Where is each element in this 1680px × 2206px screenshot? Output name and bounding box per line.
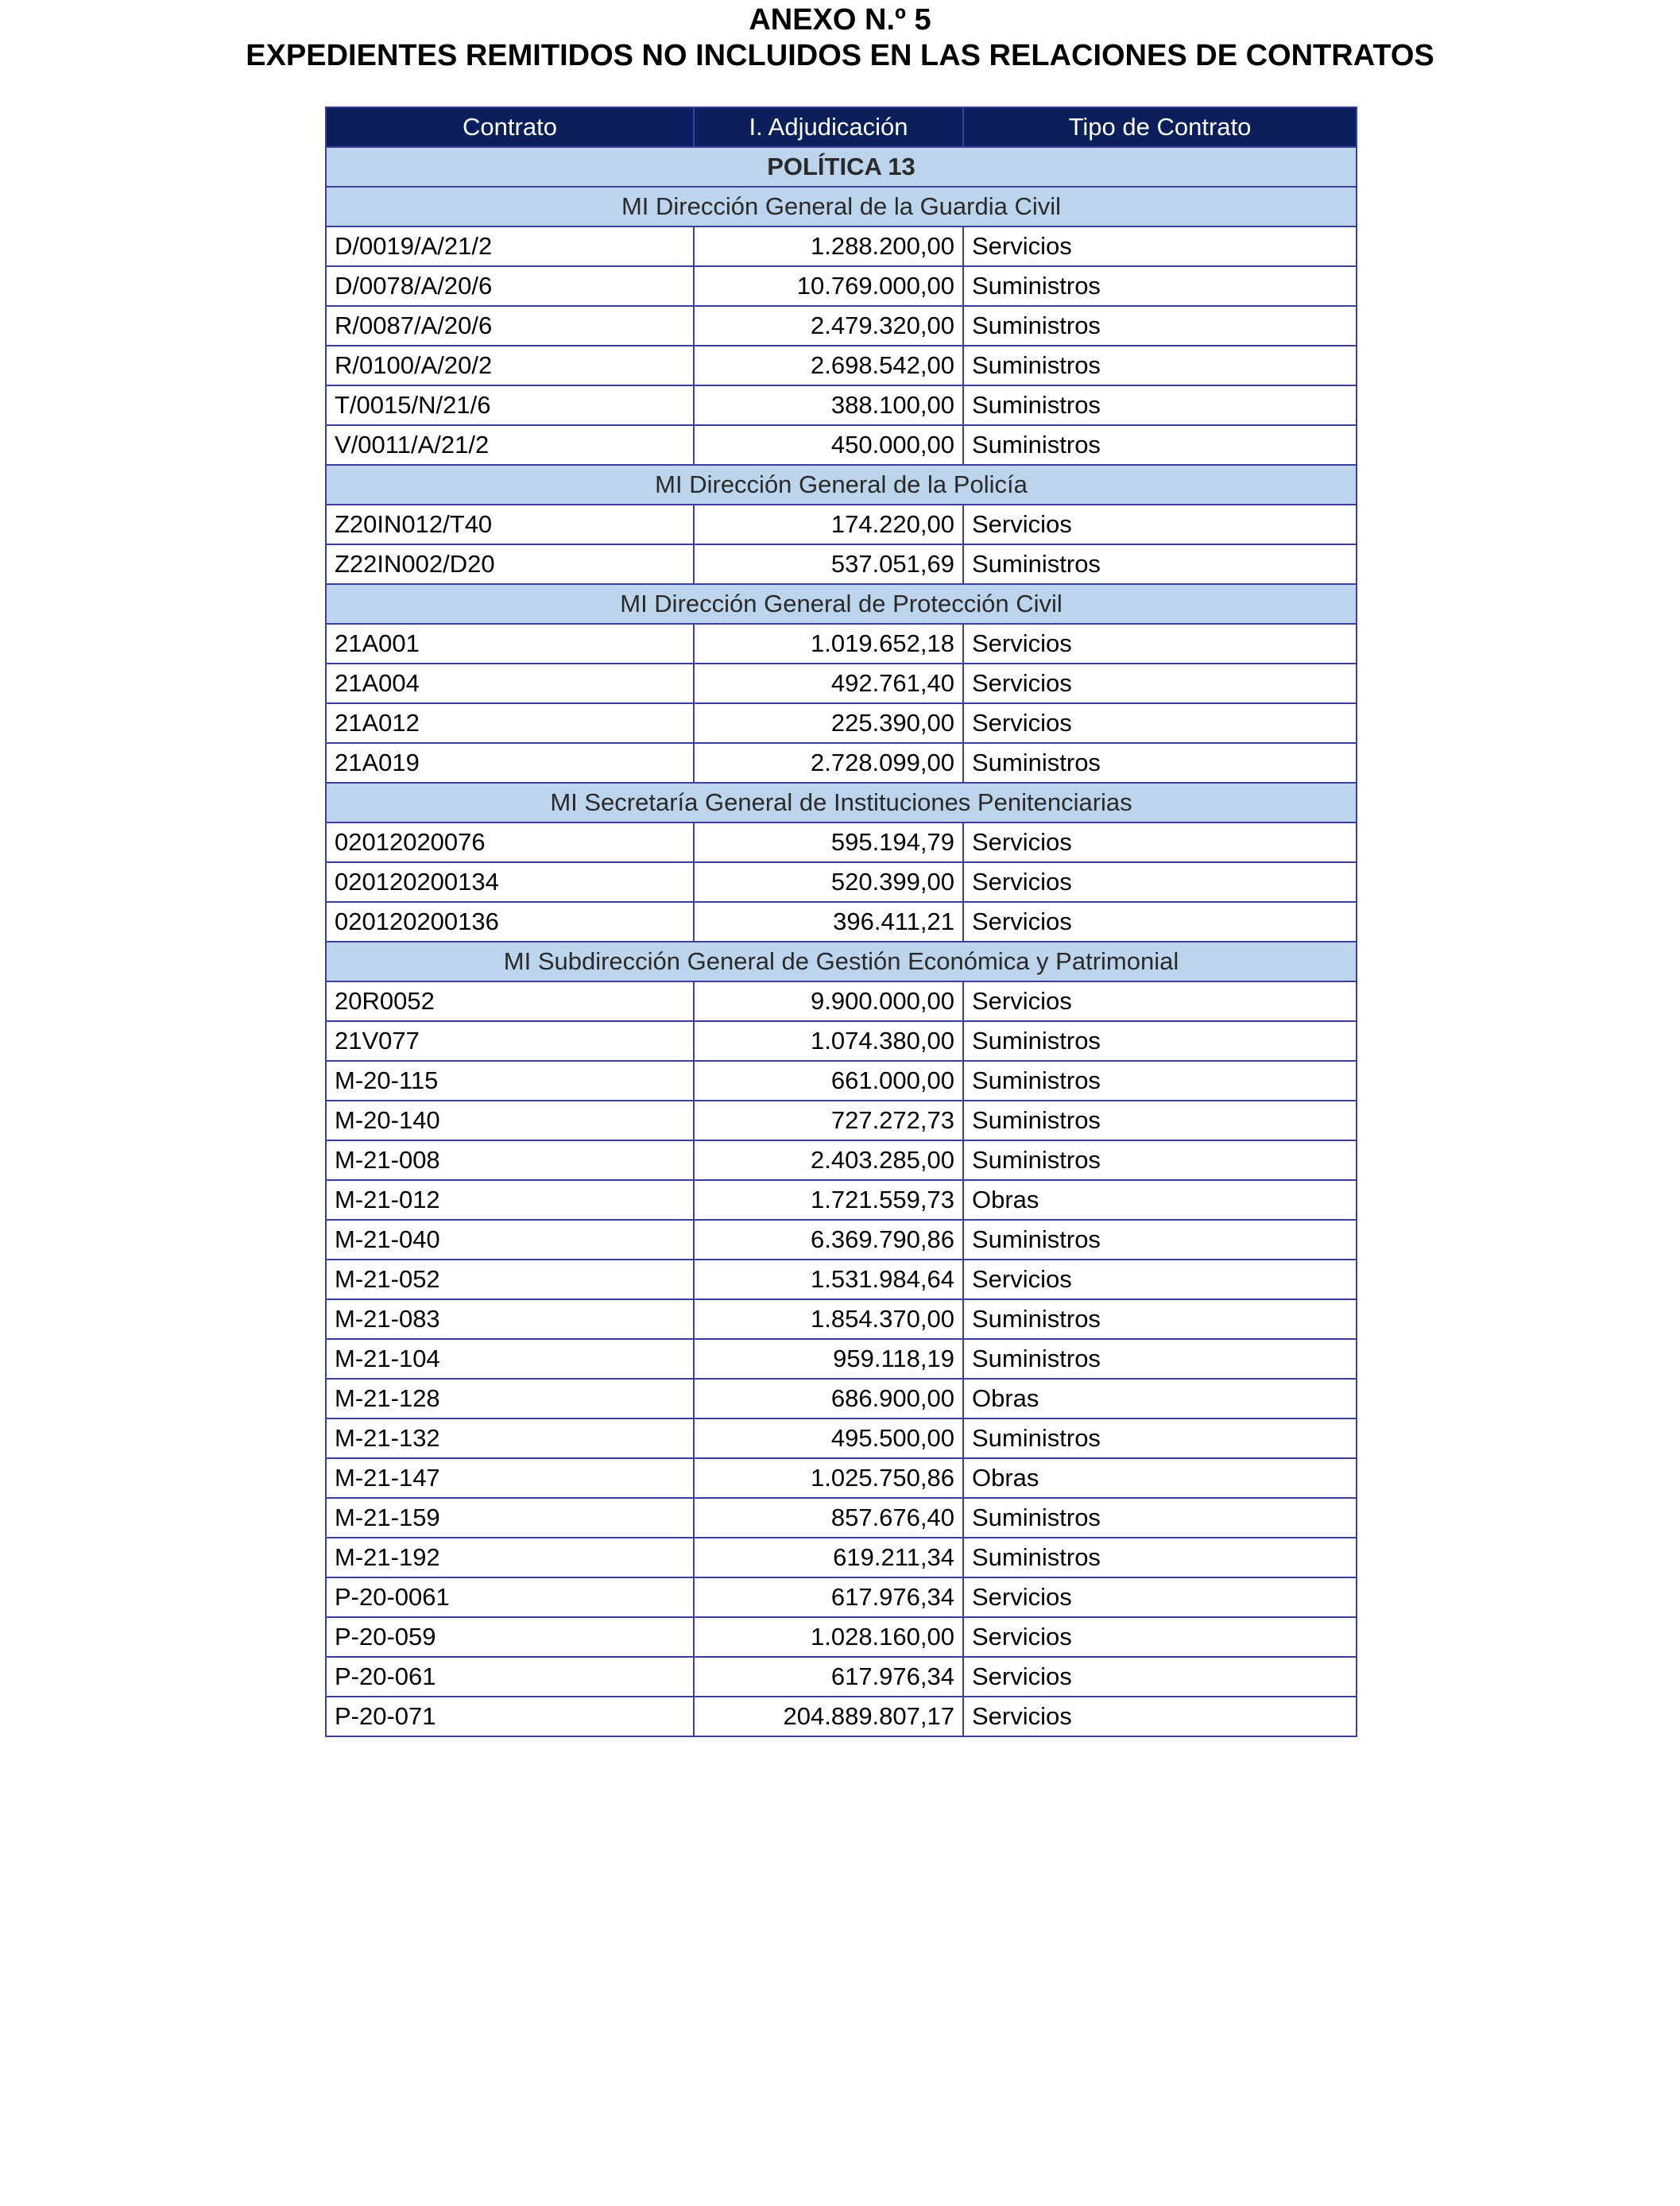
cell-tipo: Suministros bbox=[963, 1140, 1357, 1180]
contracts-table bbox=[325, 106, 1357, 1737]
cell-tipo: Suministros bbox=[963, 1498, 1357, 1538]
cell-importe: 727.272,73 bbox=[694, 1101, 963, 1140]
table-row bbox=[326, 266, 1357, 306]
header-row bbox=[326, 107, 1357, 147]
cell-importe: 204.889.807,17 bbox=[694, 1697, 963, 1736]
cell-importe: 686.900,00 bbox=[694, 1379, 963, 1418]
cell-contrato: 21A019 bbox=[326, 743, 694, 783]
table-row bbox=[326, 1339, 1357, 1379]
cell-importe: 1.074.380,00 bbox=[694, 1021, 963, 1061]
cell-importe: 396.411,21 bbox=[694, 902, 963, 942]
cell-tipo: Servicios bbox=[963, 822, 1357, 862]
cell-tipo: Servicios bbox=[963, 226, 1357, 266]
table-row bbox=[326, 385, 1357, 425]
group-row bbox=[326, 187, 1357, 226]
cell-contrato: M-21-128 bbox=[326, 1379, 694, 1418]
group-row bbox=[326, 584, 1357, 624]
cell-tipo: Suministros bbox=[963, 1538, 1357, 1577]
cell-tipo: Suministros bbox=[963, 1418, 1357, 1458]
table-row bbox=[326, 1458, 1357, 1498]
cell-contrato: P-20-0061 bbox=[326, 1577, 694, 1617]
annex-title: ANEXO N.º 5 bbox=[749, 3, 931, 37]
table-row bbox=[326, 1538, 1357, 1577]
cell-contrato: M-21-008 bbox=[326, 1140, 694, 1180]
cell-tipo: Obras bbox=[963, 1180, 1357, 1220]
group-row bbox=[326, 783, 1357, 822]
group-title: MI Subdirección General de Gestión Económica y Patrimonial bbox=[326, 942, 1357, 981]
group-title: MI Secretaría General de Instituciones Penitenciarias bbox=[326, 783, 1357, 822]
cell-importe: 388.100,00 bbox=[694, 385, 963, 425]
cell-contrato: M-21-147 bbox=[326, 1458, 694, 1498]
cell-importe: 537.051,69 bbox=[694, 544, 963, 584]
cell-contrato: 20R0052 bbox=[326, 981, 694, 1021]
cell-tipo: Servicios bbox=[963, 981, 1357, 1021]
cell-tipo: Suministros bbox=[963, 425, 1357, 465]
section-title: POLÍTICA 13 bbox=[326, 147, 1357, 187]
table-row bbox=[326, 1617, 1357, 1657]
cell-tipo: Suministros bbox=[963, 306, 1357, 346]
cell-tipo: Servicios bbox=[963, 703, 1357, 743]
table-row bbox=[326, 1180, 1357, 1220]
cell-contrato: M-21-192 bbox=[326, 1538, 694, 1577]
table-row bbox=[326, 1220, 1357, 1260]
cell-tipo: Suministros bbox=[963, 1220, 1357, 1260]
cell-tipo: Suministros bbox=[963, 743, 1357, 783]
cell-contrato: V/0011/A/21/2 bbox=[326, 425, 694, 465]
table-row bbox=[326, 544, 1357, 584]
cell-tipo: Servicios bbox=[963, 624, 1357, 664]
cell-tipo: Servicios bbox=[963, 902, 1357, 942]
cell-contrato: M-20-140 bbox=[326, 1101, 694, 1140]
cell-tipo: Suministros bbox=[963, 346, 1357, 385]
cell-tipo: Suministros bbox=[963, 1299, 1357, 1339]
cell-tipo: Suministros bbox=[963, 266, 1357, 306]
header-tipo-contrato: Tipo de Contrato bbox=[963, 107, 1357, 147]
table-row bbox=[326, 1418, 1357, 1458]
cell-importe: 617.976,34 bbox=[694, 1657, 963, 1697]
table-row bbox=[326, 703, 1357, 743]
cell-contrato: M-21-159 bbox=[326, 1498, 694, 1538]
table-row bbox=[326, 1101, 1357, 1140]
cell-importe: 6.369.790,86 bbox=[694, 1220, 963, 1260]
cell-importe: 1.531.984,64 bbox=[694, 1260, 963, 1299]
cell-importe: 9.900.000,00 bbox=[694, 981, 963, 1021]
table-row bbox=[326, 1657, 1357, 1697]
cell-tipo: Suministros bbox=[963, 1061, 1357, 1101]
table-row bbox=[326, 664, 1357, 703]
table-row bbox=[326, 862, 1357, 902]
table-row bbox=[326, 1260, 1357, 1299]
group-title: MI Dirección General de la Policía bbox=[326, 465, 1357, 505]
table-row bbox=[326, 1299, 1357, 1339]
table-row bbox=[326, 624, 1357, 664]
cell-contrato: M-21-052 bbox=[326, 1260, 694, 1299]
cell-contrato: P-20-061 bbox=[326, 1657, 694, 1697]
cell-importe: 2.698.542,00 bbox=[694, 346, 963, 385]
cell-importe: 1.854.370,00 bbox=[694, 1299, 963, 1339]
cell-importe: 174.220,00 bbox=[694, 505, 963, 544]
cell-importe: 450.000,00 bbox=[694, 425, 963, 465]
cell-contrato: R/0087/A/20/6 bbox=[326, 306, 694, 346]
cell-tipo: Obras bbox=[963, 1458, 1357, 1498]
cell-tipo: Servicios bbox=[963, 1260, 1357, 1299]
cell-tipo: Servicios bbox=[963, 1617, 1357, 1657]
cell-importe: 619.211,34 bbox=[694, 1538, 963, 1577]
cell-tipo: Suministros bbox=[963, 1339, 1357, 1379]
cell-contrato: R/0100/A/20/2 bbox=[326, 346, 694, 385]
cell-importe: 959.118,19 bbox=[694, 1339, 963, 1379]
cell-importe: 617.976,34 bbox=[694, 1577, 963, 1617]
cell-importe: 492.761,40 bbox=[694, 664, 963, 703]
table-header bbox=[326, 107, 1357, 147]
cell-importe: 1.028.160,00 bbox=[694, 1617, 963, 1657]
cell-importe: 10.769.000,00 bbox=[694, 266, 963, 306]
cell-tipo: Obras bbox=[963, 1379, 1357, 1418]
header-importe-adjudicacion: I. Adjudicación bbox=[694, 107, 963, 147]
cell-importe: 1.025.750,86 bbox=[694, 1458, 963, 1498]
cell-contrato: Z20IN012/T40 bbox=[326, 505, 694, 544]
cell-tipo: Suministros bbox=[963, 1021, 1357, 1061]
table-body bbox=[326, 147, 1357, 1736]
table-row bbox=[326, 1498, 1357, 1538]
cell-tipo: Servicios bbox=[963, 1657, 1357, 1697]
cell-tipo: Servicios bbox=[963, 862, 1357, 902]
table-row bbox=[326, 1379, 1357, 1418]
cell-importe: 1.019.652,18 bbox=[694, 624, 963, 664]
cell-importe: 2.728.099,00 bbox=[694, 743, 963, 783]
group-title: MI Dirección General de Protección Civil bbox=[326, 584, 1357, 624]
table-row bbox=[326, 505, 1357, 544]
cell-contrato: P-20-059 bbox=[326, 1617, 694, 1657]
annex-subtitle: EXPEDIENTES REMITIDOS NO INCLUIDOS EN LAS RELACIONES DE CONTRATOS bbox=[246, 39, 1434, 72]
group-row bbox=[326, 942, 1357, 981]
table-row bbox=[326, 822, 1357, 862]
cell-contrato: M-20-115 bbox=[326, 1061, 694, 1101]
table-row bbox=[326, 306, 1357, 346]
cell-tipo: Suministros bbox=[963, 385, 1357, 425]
cell-importe: 1.288.200,00 bbox=[694, 226, 963, 266]
group-row bbox=[326, 465, 1357, 505]
table-row bbox=[326, 1577, 1357, 1617]
cell-tipo: Servicios bbox=[963, 664, 1357, 703]
cell-contrato: 21A001 bbox=[326, 624, 694, 664]
cell-importe: 225.390,00 bbox=[694, 703, 963, 743]
cell-tipo: Suministros bbox=[963, 1101, 1357, 1140]
cell-importe: 2.479.320,00 bbox=[694, 306, 963, 346]
cell-contrato: M-21-012 bbox=[326, 1180, 694, 1220]
cell-contrato: M-21-132 bbox=[326, 1418, 694, 1458]
cell-contrato: 21A012 bbox=[326, 703, 694, 743]
cell-importe: 1.721.559,73 bbox=[694, 1180, 963, 1220]
cell-importe: 661.000,00 bbox=[694, 1061, 963, 1101]
cell-tipo: Servicios bbox=[963, 505, 1357, 544]
cell-contrato: Z22IN002/D20 bbox=[326, 544, 694, 584]
cell-importe: 520.399,00 bbox=[694, 862, 963, 902]
cell-contrato: M-21-104 bbox=[326, 1339, 694, 1379]
cell-tipo: Suministros bbox=[963, 544, 1357, 584]
cell-tipo: Servicios bbox=[963, 1577, 1357, 1617]
cell-importe: 595.194,79 bbox=[694, 822, 963, 862]
cell-contrato: D/0019/A/21/2 bbox=[326, 226, 694, 266]
cell-tipo: Servicios bbox=[963, 1697, 1357, 1736]
table-row bbox=[326, 743, 1357, 783]
header-contrato: Contrato bbox=[326, 107, 694, 147]
cell-contrato: 020120200134 bbox=[326, 862, 694, 902]
table-row bbox=[326, 1021, 1357, 1061]
table-row bbox=[326, 346, 1357, 385]
cell-importe: 857.676,40 bbox=[694, 1498, 963, 1538]
cell-importe: 2.403.285,00 bbox=[694, 1140, 963, 1180]
cell-contrato: M-21-083 bbox=[326, 1299, 694, 1339]
cell-contrato: T/0015/N/21/6 bbox=[326, 385, 694, 425]
table-row bbox=[326, 902, 1357, 942]
cell-importe: 495.500,00 bbox=[694, 1418, 963, 1458]
table-row bbox=[326, 1140, 1357, 1180]
section-row bbox=[326, 147, 1357, 187]
table-row bbox=[326, 425, 1357, 465]
table-row bbox=[326, 1697, 1357, 1736]
table-row bbox=[326, 226, 1357, 266]
cell-contrato: M-21-040 bbox=[326, 1220, 694, 1260]
table-row bbox=[326, 981, 1357, 1021]
table-row bbox=[326, 1061, 1357, 1101]
cell-contrato: 02012020076 bbox=[326, 822, 694, 862]
group-title: MI Dirección General de la Guardia Civil bbox=[326, 187, 1357, 226]
cell-contrato: 020120200136 bbox=[326, 902, 694, 942]
cell-contrato: D/0078/A/20/6 bbox=[326, 266, 694, 306]
cell-contrato: P-20-071 bbox=[326, 1697, 694, 1736]
cell-contrato: 21V077 bbox=[326, 1021, 694, 1061]
cell-contrato: 21A004 bbox=[326, 664, 694, 703]
